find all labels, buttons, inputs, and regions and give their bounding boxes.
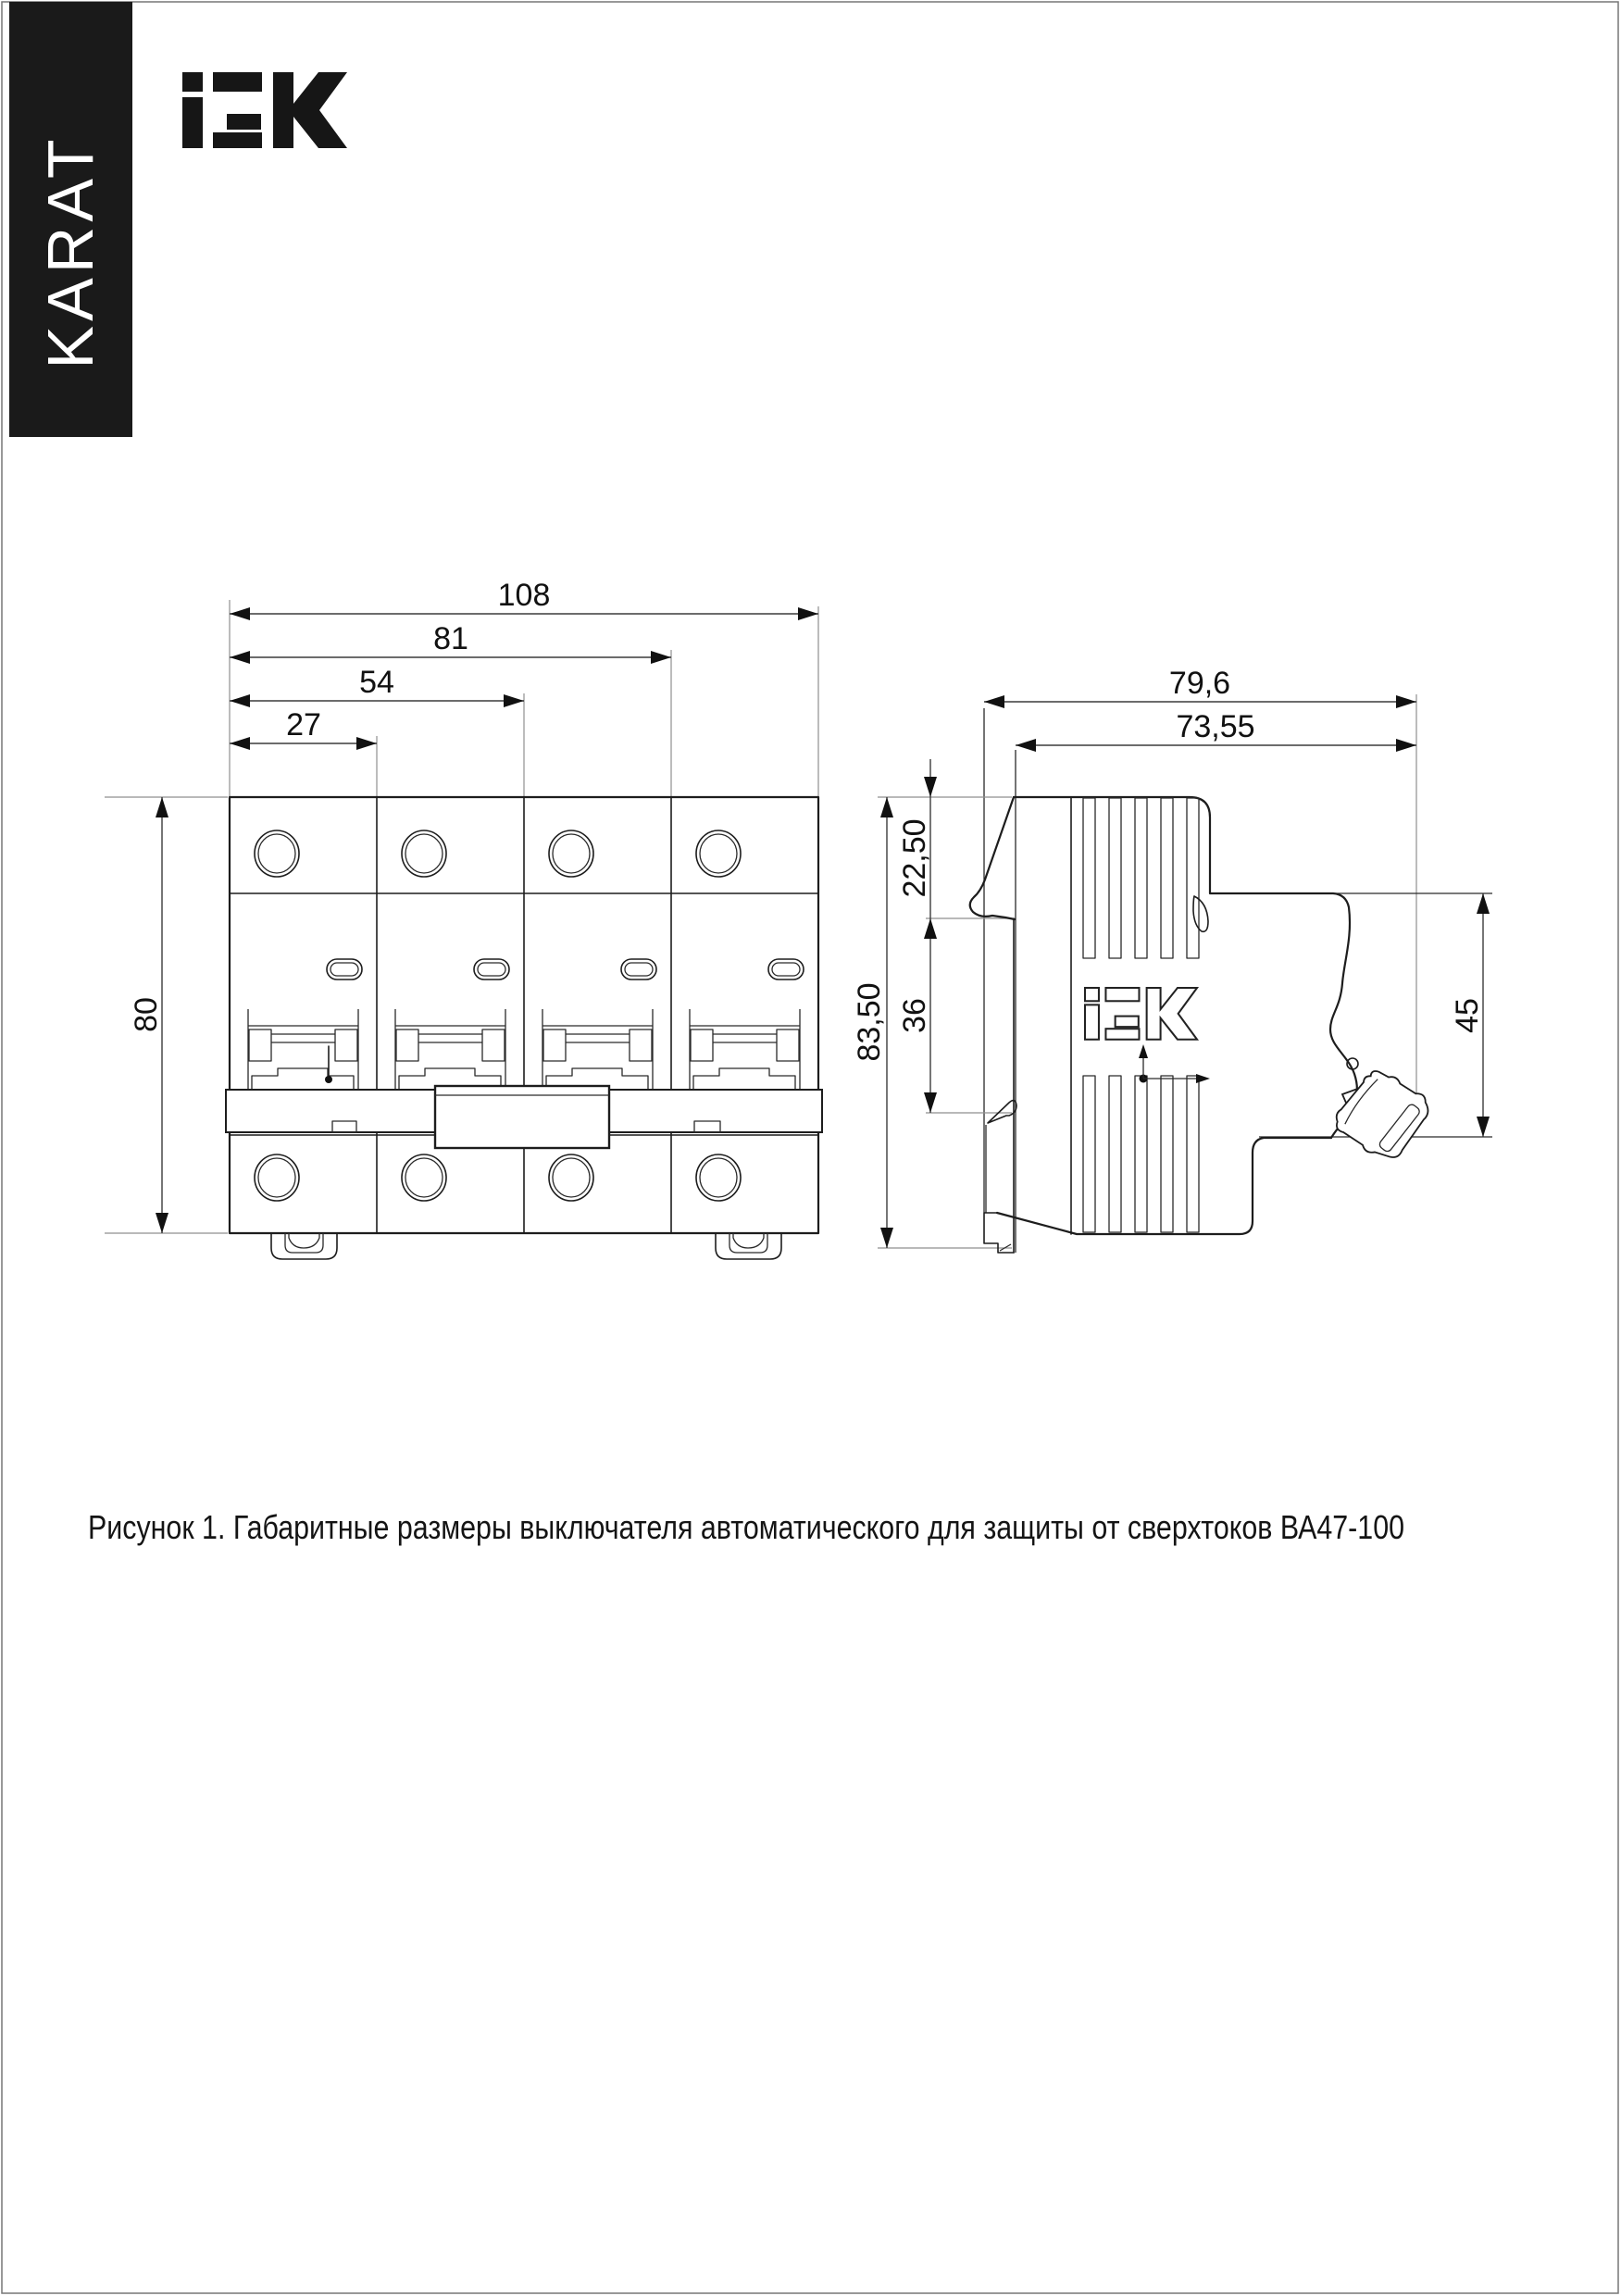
- reference-marker: [1139, 1044, 1210, 1083]
- dim-label-108: 108: [497, 578, 551, 613]
- dim-label-54: 54: [359, 665, 394, 700]
- iek-logo-embossed: [1085, 988, 1197, 1040]
- vent-ribs-bottom: [1083, 1076, 1199, 1232]
- din-clip: [716, 1233, 781, 1259]
- dim-label-36: 36: [897, 998, 932, 1033]
- dim-label-80: 80: [129, 997, 164, 1032]
- figure-caption: Рисунок 1. Габаритные размеры выключателя автоматического для защиты от сверхтоков ВА47-100: [88, 1508, 1404, 1546]
- dim-label-81: 81: [433, 621, 468, 656]
- dim-label-22-50: 22,50: [897, 818, 932, 898]
- front-breaker-body: [226, 797, 822, 1259]
- iek-logo: [182, 72, 347, 148]
- side-dimension-lines: [880, 695, 1490, 1248]
- dim-label-83-50: 83,50: [852, 982, 887, 1062]
- din-clip: [271, 1233, 337, 1259]
- pole-module: [395, 830, 509, 1090]
- karat-banner: [9, 2, 132, 437]
- dim-label-79-6: 79,6: [1168, 666, 1231, 701]
- dim-label-45: 45: [1450, 998, 1485, 1033]
- pole-module: [248, 830, 362, 1090]
- toggle-handle: [1329, 1061, 1437, 1169]
- front-view: [105, 578, 822, 1259]
- pole-module: [542, 830, 656, 1090]
- dim-label-27: 27: [286, 707, 321, 742]
- side-view: [852, 666, 1492, 1253]
- brand-vertical-label: KARAT: [34, 134, 106, 369]
- mounting-slot: [1193, 896, 1208, 931]
- vent-ribs-top: [1083, 798, 1199, 958]
- pole-module: [690, 830, 804, 1090]
- dim-label-73-55: 73,55: [1176, 709, 1255, 744]
- side-breaker-body: [970, 797, 1438, 1253]
- side-extension-lines: [878, 694, 1492, 1248]
